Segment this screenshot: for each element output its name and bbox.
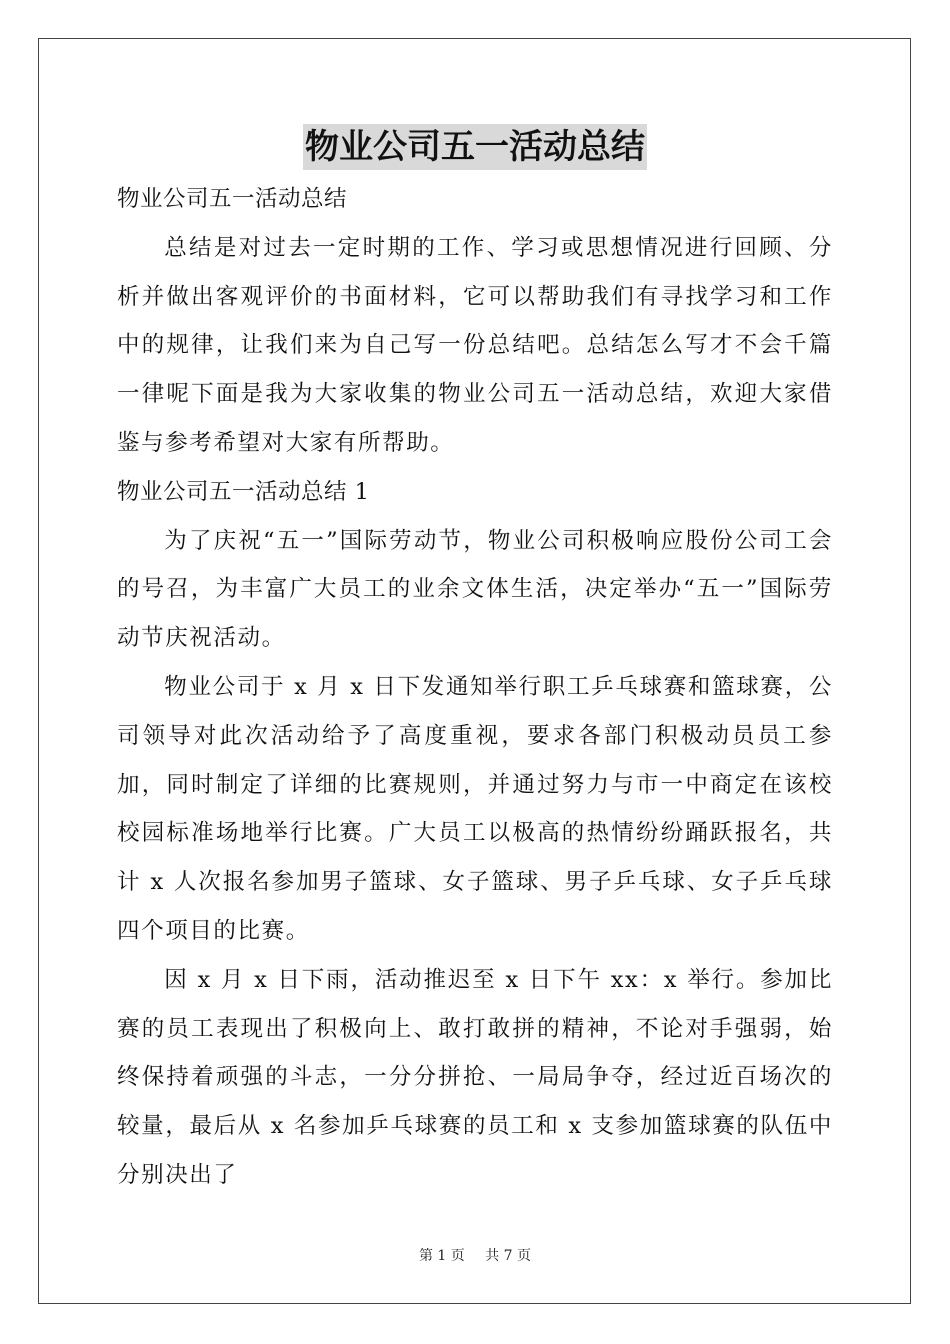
section-heading: 物业公司五一活动总结 1: [117, 478, 370, 505]
document-subtitle: 物业公司五一活动总结: [117, 186, 348, 212]
title-container: [0, 124, 950, 170]
intro-paragraph: 总结是对过去一定时期的工作、学习或思想情况进行回顾、分析并做出客观评价的书面材料，它可以帮助我们有寻找学习和工作中的规律，让我们来为自己写一份总结吧。总结怎么写才不会千篇一律呢下面是我为大家收集的物业公司五一活动总结，欢迎大家借鉴与参考希望对大家有所帮助。: [117, 234, 833, 456]
body-paragraph-1: 为了庆祝“五一”国际劳动节，物业公司积极响应股份公司工会的号召，为丰富广大员工的业余文体生活，决定举办“五一”国际劳动节庆祝活动。: [117, 527, 833, 652]
body-paragraph-2: 物业公司于 x 月 x 日下发通知举行职工乒乓球赛和篮球赛，公司领导对此次活动给予了高度重视，要求各部门积极动员员工参加，同时制定了详细的比赛规则，并通过努力与市一中商定在该校校园标准场地举行比赛。广大员工以极高的热情纷纷踊跃报名，共计 x 人次报名参加男子篮球、女子篮球、男子乒乓球、女子乒乓球四个项目的比赛。: [117, 673, 833, 944]
body-paragraph-3: 因 x 月 x 日下雨，活动推迟至 x 日下午 xx：x 举行。参加比赛的员工表现出了积极向上、敢打敢拼的精神，不论对手强弱，始终保持着顽强的斗志，一分分拼抢、一局局争夺，经过近百场次的较量，最后从 x 名参加乒乓球赛的员工和 x 支参加篮球赛的队伍中分别决出了: [117, 966, 833, 1188]
page-number: 第 1 页: [418, 1248, 465, 1264]
page-total: 共 7 页: [485, 1248, 532, 1264]
page-footer: [0, 1246, 950, 1266]
document-title: 物业公司五一活动总结: [303, 124, 647, 170]
document-body: [117, 175, 833, 1200]
